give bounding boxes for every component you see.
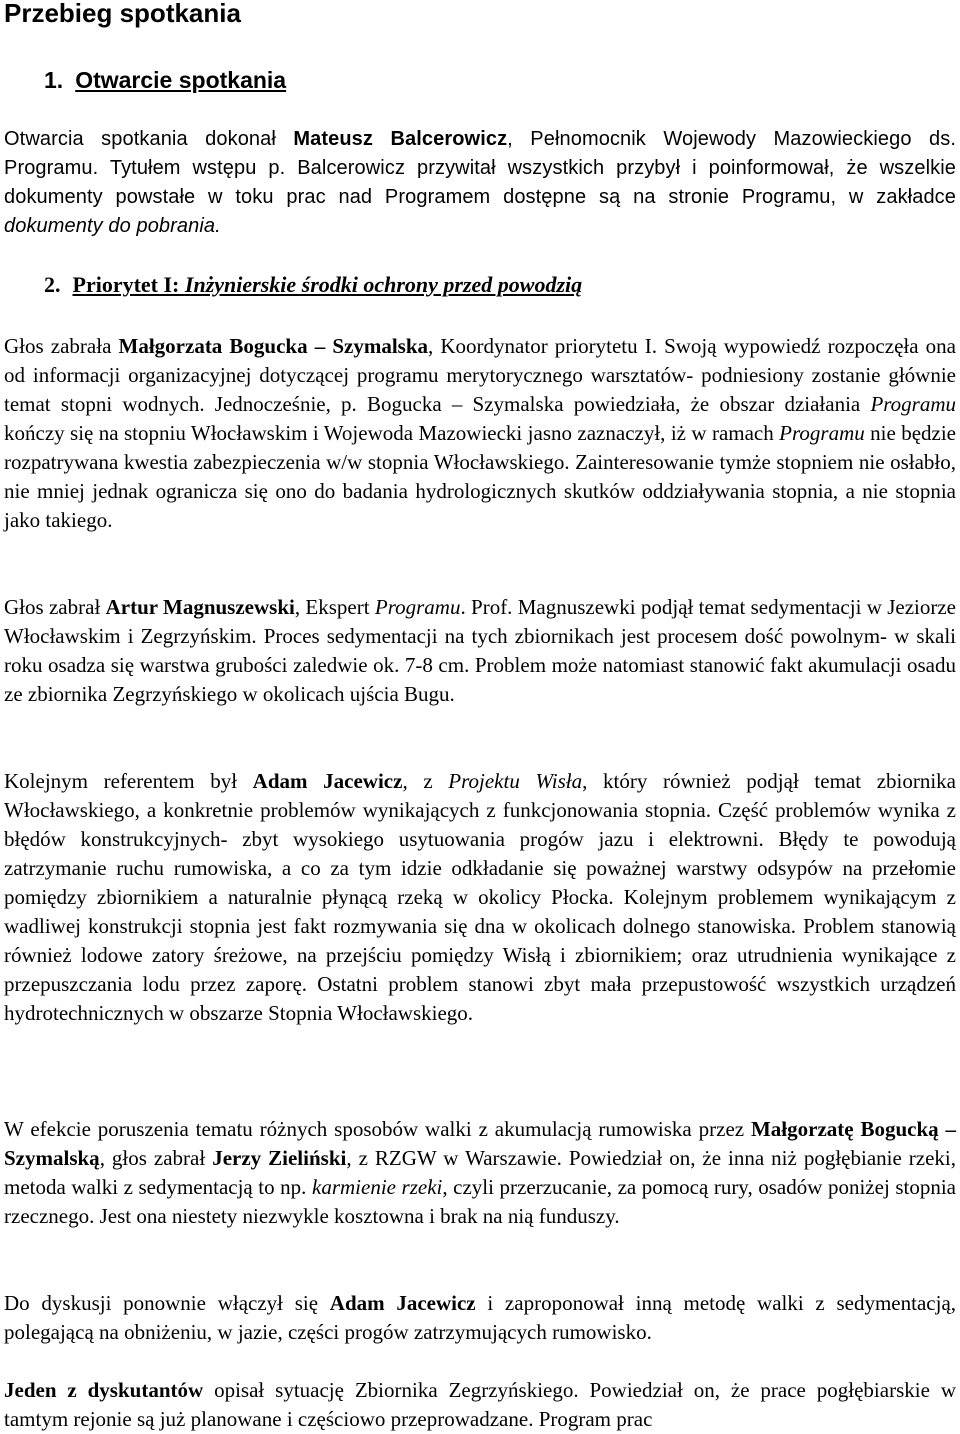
bold-run: Mateusz Balcerowicz <box>293 128 508 150</box>
section-2-title-italic: Inżynierskie środki ochrony przed powodzią <box>184 272 583 297</box>
section-2-paragraph-6 <box>4 1376 956 1434</box>
text-run: , głos zabrał <box>99 1146 213 1170</box>
text-run: opisał sytuację Zbiornika Zegrzyńskiego. Powiedział on, że prace pogłębiarskie w tamtym rejonie są już planowane i częściowo przeprowadzane. Program prac <box>4 1378 956 1431</box>
bold-run: Małgorzata Bogucka – Szymalska <box>118 334 429 358</box>
section-2-title-plain: Priorytet I: <box>72 272 185 297</box>
section-1-number: 1. <box>44 67 64 93</box>
text-run: , Ekspert <box>294 595 375 619</box>
text-run: Kolejnym referentem był <box>4 769 253 793</box>
section-2-paragraph-2 <box>4 593 956 709</box>
text-run: i zaproponował inną metodę walki z sedymentacją, polegającą na obniżeniu, w jazie, części progów zatrzymujących rumowisko. <box>4 1291 957 1344</box>
section-2-heading <box>44 270 582 300</box>
text-run: , czyli przerzucanie, za pomocą rury, osadów poniżej stopnia rzecznego. Jest ona niestety niezwykle kosztowna i brak na nią funduszy. <box>4 1175 956 1228</box>
text-run: Do dyskusji ponownie włączył się <box>4 1291 330 1315</box>
text-run: Głos zabrał <box>4 595 106 619</box>
text-run: , Koordynator priorytetu I. Swoją wypowiedź rozpoczęła ona od informacji organizacyjnej dotyczącej programu merytorycznego warsztatów- podniesiony zostanie głównie temat stopni wodnych. Jednocześnie, p. Bogucka – Szymalska powiedziała, że obszar działania <box>4 334 956 416</box>
text-run: nie będzie rozpatrywana kwestia zabezpieczenia w/w stopnia Włocławskiego. Zainteresowanie tymże stopniem nie osłabło, nie mniej jednak ogranicza się ono do badania hydrologicznych skutków oddziaływania stopnia, a nie stopnia jako takiego. <box>4 421 957 532</box>
section-1-paragraph <box>4 125 956 241</box>
italic-run: Projektu Wisła <box>448 769 583 793</box>
text-run: kończy się na stopniu Włocławskim i Wojewoda Mazowiecki jasno zaznaczył, iż w ramach <box>4 421 780 445</box>
text-run: , Pełnomocnik Wojewody Mazowieckiego ds. Programu. Tytułem wstępu p. Balcerowicz przywitał wszystkich przybył i poinformował, że wszelkie dokumenty powstałe w toku prac nad Programem dostępne są na stronie Programu, w zakładce <box>4 128 957 208</box>
italic-run: Programu <box>374 595 461 619</box>
bold-run: Adam Jacewicz <box>329 1291 476 1315</box>
italic-run: dokumenty do pobrania. <box>4 215 221 237</box>
italic-run: Programu <box>779 421 865 445</box>
bold-run: Artur Magnuszewski <box>105 595 295 619</box>
section-1-heading <box>44 65 286 95</box>
bold-run: Jeden z dyskutantów <box>4 1378 204 1402</box>
section-2-paragraph-5 <box>4 1289 956 1347</box>
section-2-number: 2. <box>44 272 61 297</box>
italic-run: karmienie rzeki <box>312 1175 443 1199</box>
text-run: , z <box>402 769 449 793</box>
text-run: Otwarcia spotkania dokonał <box>4 128 294 150</box>
italic-run: Programu <box>870 392 956 416</box>
bold-run: Małgorzatę Bogucką – Szymalską <box>4 1117 957 1170</box>
text-run: , który również podjął temat zbiornika Włocławskiego, a konkretnie problemów wynikających z funkcjonowania stopnia. Część problemów wynika z błędów konstrukcyjnych- zbyt wysokiego usytuowania progów jazu i elektrowni. Błędy te powodują zatrzymanie ruchu rumowiska, a co za tym idzie odkładanie się poważnej warstwy odsypów na przełomie pomiędzy zbiornikiem a naturalnie płynącą rzeką w okolicy Płocka. Kolejnym problemem wynikającym z wadliwej konstrukcji stopnia jest fakt rozmywania się dna w okolicach dolnego stanowiska. Problem stanowią również lodowe zatory śreżowe, na przejściu pomiędzy Wisłą i zbiornikiem; oraz utrudnienia wynikające z przepuszczania lodu przez zaporę. Ostatni problem stanowi zbyt mała przepustowość wszystkich urządzeń hydrotechnicznych w obszarze Stopnia Włocławskiego. <box>4 769 956 1025</box>
section-2-paragraph-4 <box>4 1115 956 1231</box>
section-2-paragraph-3 <box>4 767 956 1028</box>
text-run: Głos zabrała <box>4 334 119 358</box>
bold-run: Jerzy Zieliński <box>212 1146 347 1170</box>
bold-run: Adam Jacewicz <box>252 769 403 793</box>
section-2-title <box>73 272 583 297</box>
text-run: . Prof. Magnuszewki podjął temat sedymentacji w Jeziorze Włocławskim i Zegrzyńskim. Proces sedymentacji na tych zbiornikach jest procesem dość powolnym- w skali roku osadza się warstwa grubości zaledwie ok. 7-8 cm. Problem może natomiast stanowić fakt akumulacji osadu ze zbiornika Zegrzyńskiego w okolicach ujścia Bugu. <box>4 595 956 706</box>
text-run: , z RZGW w Warszawie. Powiedział on, że inna niż pogłębianie rzeki, metoda walki z sedymentacją to np. <box>4 1146 956 1199</box>
document-title: Przebieg spotkania <box>4 0 241 28</box>
text-run: W efekcie poruszenia tematu różnych sposobów walki z akumulacją rumowiska przez <box>4 1117 751 1141</box>
section-1-title: Otwarcie spotkania <box>75 67 287 93</box>
section-2-paragraph-1 <box>4 332 956 535</box>
